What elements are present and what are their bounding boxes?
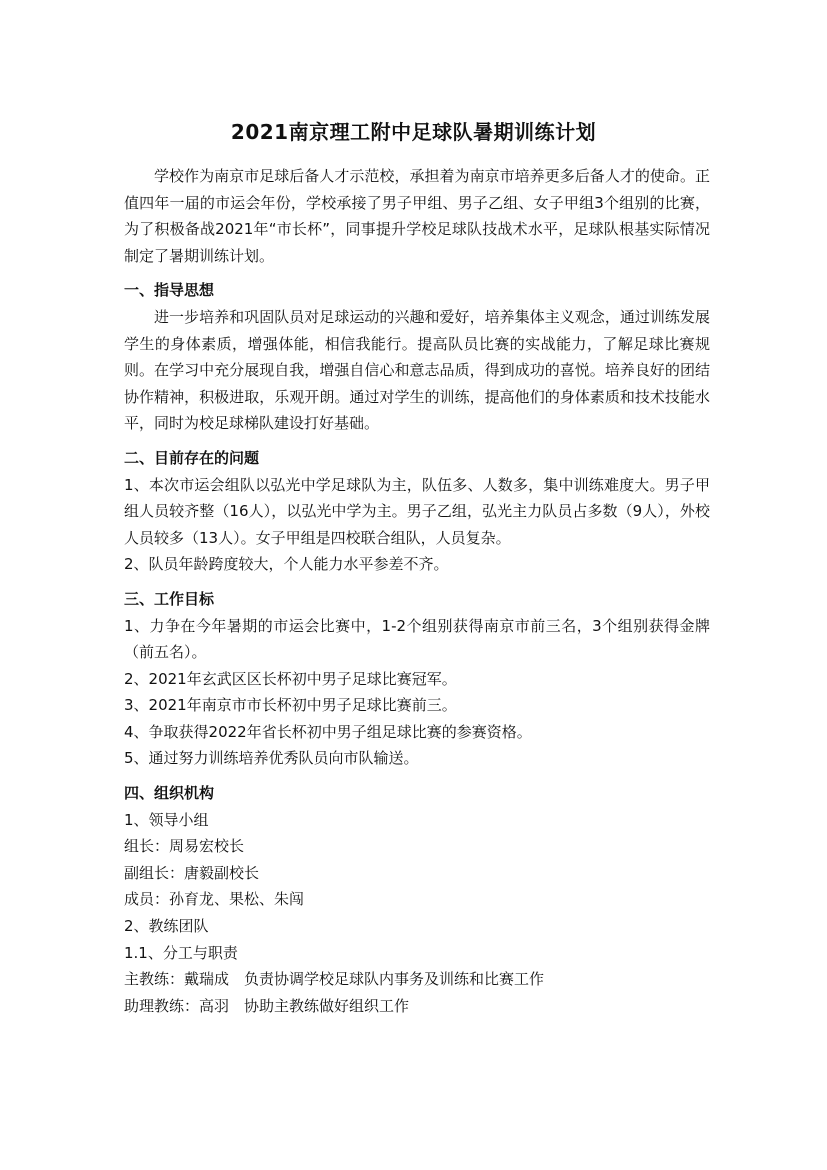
goal-item: 2、2021年玄武区区长杯初中男子足球比赛冠军。 bbox=[124, 669, 457, 688]
intro-paragraph: 学校作为南京市足球后备人才示范校，承担着为南京市培养更多后备人才的使命。正值四年一届的市运会年份，学校承接了男子甲组、男子乙组、女子甲组3个组别的比赛，为了积极备战2021年“市长杯”，同事提升学校足球队技战术水平，足球队根基实际情况制定了暑期训练计划。 bbox=[124, 167, 710, 265]
goal-item: 4、争取获得2022年省长杯初中男子组足球比赛的参赛资格。 bbox=[124, 722, 532, 741]
section-heading-guiding: 一、指导思想 bbox=[124, 281, 215, 300]
org-line: 1、领导小组 bbox=[124, 810, 209, 829]
goal-item: 5、通过努力训练培养优秀队员向市队输送。 bbox=[124, 749, 419, 768]
org-line: 副组长：唐毅副校长 bbox=[124, 863, 260, 882]
org-line: 助理教练：高羽 协助主教练做好组织工作 bbox=[124, 996, 410, 1015]
document-title: 2021南京理工附中足球队暑期训练计划 bbox=[230, 120, 597, 144]
org-line: 成员：孙育龙、果松、朱闯 bbox=[124, 890, 305, 909]
section-heading-org: 四、组织机构 bbox=[124, 784, 215, 803]
org-line: 1.1、分工与职责 bbox=[124, 943, 238, 962]
guiding-paragraph: 进一步培养和巩固队员对足球运动的兴趣和爱好，培养集体主义观念，通过训练发展学生的身体素质，增强体能，相信我能行。提高队员比赛的实战能力，了解足球比赛规则。在学习中充分展现自我，增强自信心和意志品质，得到成功的喜悦。培养良好的团结协作精神，积极进取，乐观开朗。通过对学生的训练，提高他们的身体素质和技术技能水平，同时为校足球梯队建设打好基础。 bbox=[124, 307, 710, 433]
org-line: 组长：周易宏校长 bbox=[124, 837, 245, 856]
problem-item: 1、本次市运会组队以弘光中学足球队为主，队伍多、人数多，集中训练难度大。男子甲组人员较齐整（16人），以弘光中学为主。男子乙组，弘光主力队员占多数（9人），外校人员较多（13人）。女子甲组是四校联合组队，人员复杂。 bbox=[124, 475, 710, 547]
problem-item: 2、队员年龄跨度较大，个人能力水平参差不齐。 bbox=[124, 555, 449, 574]
org-line: 主教练：戴瑞成 负责协调学校足球队内事务及训练和比赛工作 bbox=[124, 970, 545, 989]
org-line: 2、教练团队 bbox=[124, 917, 209, 936]
section-heading-goals: 三、工作目标 bbox=[124, 589, 215, 608]
document-body bbox=[124, 163, 710, 1019]
goal-item: 3、2021年南京市市长杯初中男子足球比赛前三。 bbox=[124, 696, 457, 715]
section-heading-problems: 二、目前存在的问题 bbox=[124, 448, 260, 467]
goal-item: 1、力争在今年暑期的市运会比赛中，1-2个组别获得南京市前三名，3个组别获得金牌（前五名）。 bbox=[124, 616, 710, 662]
